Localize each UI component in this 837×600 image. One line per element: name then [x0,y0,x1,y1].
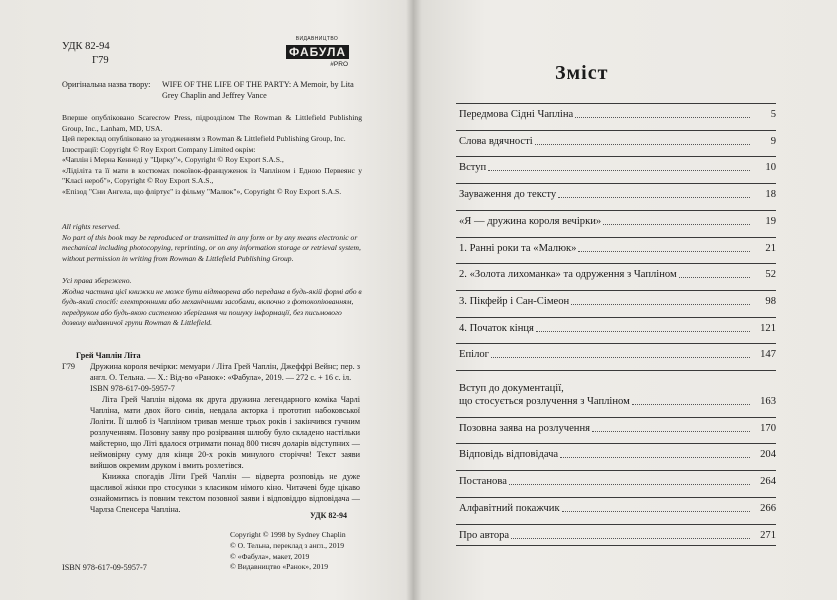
copyright-line: «Епізод "Сни Ангела, що фліртує" із фільму "Малюк"», Copyright © Roy Export S.A.S. [62,186,342,196]
toc-entry-page: 98 [765,295,776,307]
publisher-logo-name: ФАБУЛА [286,45,349,59]
toc-entry [456,497,776,518]
toc-entry [456,443,776,464]
dot-leader [511,537,750,539]
toc-entry-label: 2. «Золота лихоманка» та одруження з Чапліном [459,269,677,281]
toc-entry-page: 21 [765,242,776,254]
isbn-footer: ISBN 978-617-09-5957-7 [62,563,147,572]
rights-heading: All rights reserved. [62,222,121,231]
toc-entry-label: Позовна заява на розлучення [459,422,590,434]
publisher-logo [286,36,348,69]
copyright-notice: © «Фабула», макет, 2019 [230,551,310,561]
toc-entry-page: 18 [765,189,776,201]
rights-text: Жодна частина цієї книжки не може бути відтворена або передана в будь-якій формі або в будь-який спосіб: електронними або механічними засобами, включно з фотокопіюванням, передруком або будь-якою системою зберігання чи пошуку інформації, без письмового дозволу видавничої групи Rowman & Littlefield. [62,286,362,327]
toc-entry [456,237,776,258]
toc-entry [456,156,776,177]
annotation-paragraph: Книжка спогадів Літи Грей Чаплін — відверта розповідь не дуже щасливої жінки про стосунки з класиком німого кіно. Читачеві буде цікаво ознайомитись із повним текстом позовної заяви і відповіддю відповідача — Чарлза Спенсера Чапліна. [90,472,360,514]
toc-entry-page: 52 [765,269,776,281]
rights-notice-ukrainian [62,276,362,329]
toc-entry [456,130,776,151]
dot-leader [603,223,750,225]
original-title-value: WIFE OF THE LIFE OF THE PARTY: A Memoir, by Lita Grey Chaplin and Jeffrey Vance [162,80,354,100]
toc-entry-page: 5 [770,109,776,120]
catalog-index-entry: Г79 [62,362,75,371]
toc-entry-label: Вступ до документації, що стосується розлучення з Чапліном [459,383,630,407]
toc-entry-label: Зауваження до тексту [459,189,557,201]
toc-entry-label: 4. Початок кінця [459,322,534,334]
copyright-block [62,113,362,197]
toc-entry [456,417,776,438]
toc-entry [456,343,776,364]
toc-entry [456,370,776,411]
toc-entry-page: 10 [765,162,776,174]
toc-entry-label: Вступ [459,162,487,174]
dot-leader [558,196,750,198]
rights-text: No part of this book may be reproduced or transmitted in any form or by any means electronic or mechanical including photocopying, reprinting, or on any information storage or retrieval system, without permission in writing from Rowman & Littlefield Publishing Group. [62,232,361,263]
dot-leader [571,303,750,305]
copyright-line: «Ліділіта та її мати в костюмах покоївок-француженок із Чапліном і Едною Первеянс у "Класі нероб"», Copyright © Roy Export S.A.S., [62,165,362,185]
toc-entry-label: Про автора [459,529,510,541]
toc-entry-page: 163 [760,396,776,407]
dot-leader [560,456,750,458]
copyright-notice: Copyright © 1998 by Sydney Chaplin [230,530,346,539]
copyright-line: Цей переклад опубліковано за угодженням з Rowman & Littlefield Publishing Group, Inc. [62,134,346,143]
dot-leader [488,169,750,171]
toc-entry-page: 147 [760,349,776,361]
catalog-description: Дружина короля вечірки: мемуари / Літа Грей Чаплін, Джеффрі Вейнс; пер. з англ. О. Тельна. — Х.: Від-во «Ранок»: «Фабула», 2019. — 272 с. + 16 с. іл. [90,362,360,382]
udk-code: УДК 82-94 [62,41,110,52]
annotation-paragraph: Літа Грей Чаплін відома як друга дружина легендарного коміка Чарлі Чапліна, мати двох його синів, невдала акторка і прототип набоковської Лоліти. Її шлюб із Чапліном тривав менше трьох років і закінчився гучним розлученням. Позовну заяву про розірвання шлюбу було складено настільки майстерно, що Літі вдалося отримати понад 800 тисяч доларів відступних — неймовірну суму для кінця 20-х років минулого сторіччя! Текст заяви вийшов окремим друком і вмить розлетівся. [90,395,360,470]
dot-leader [679,276,750,278]
toc-entry-page: 204 [760,449,776,461]
copyright-notice: © О. Тельна, переклад з англ., 2019 [230,540,345,550]
toc-entry [456,317,776,338]
toc-entry-page: 264 [760,476,776,488]
toc-entry [456,290,776,311]
rights-notice-english [62,222,362,264]
toc-entry-label: 1. Ранні роки та «Малюк» [459,242,577,254]
toc-entry-label: Слова вдячності [459,135,533,147]
copyright-notices [230,530,380,573]
dot-leader [491,356,750,358]
dot-leader [535,143,750,145]
toc-entry [456,524,776,546]
copyright-line: Вперше опубліковано Scarecrow Press, підрозділом The Rowman & Littlefield Publishing Group, Inc., Lanham, MD, USA. [62,113,362,133]
toc-entry-page: 170 [760,422,776,434]
rights-heading: Усі права збережено. [62,276,132,285]
dot-leader [592,430,750,432]
dot-leader [509,483,750,485]
copyright-line: Ілюстрації: Copyright © Roy Export Company Limited окрім: [62,144,256,154]
dot-leader [578,250,750,252]
toc-entry-label: 3. Пікфейр і Сан-Сімеон [459,295,570,307]
toc-entry-page: 266 [760,502,776,514]
toc-entry [456,210,776,231]
toc-title: Зміст [555,62,609,84]
udk-footer: УДК 82-94 [310,511,348,520]
left-page [0,0,410,600]
publisher-logo-suffix: #PRO [330,61,348,68]
toc-entry-label: Епілог [459,349,490,361]
toc-entry [456,470,776,491]
toc-entry [456,103,776,124]
catalog-author: Грей Чаплін Літа [76,351,141,360]
toc-entry-page: 271 [760,529,776,541]
dot-leader [536,330,750,332]
toc-entry-label: Постанова [459,476,507,488]
copyright-notice: © Видавництво «Ранок», 2019 [230,562,329,572]
toc-entry-page: 121 [760,322,776,334]
toc-entry-label: Алфавітний покажчик [459,502,560,514]
original-title [62,79,362,101]
dot-leader [575,116,750,118]
publisher-logo-small-text: ВИДАВНИЦТВО [295,36,339,42]
catalog-index: Г79 [92,55,109,66]
catalog-record [90,361,360,515]
toc-entry-label: Передмова Сідні Чапліна [459,109,574,120]
udk-header [62,40,110,68]
copyright-line: «Чаплін і Мерна Кеннеді у "Цирку"», Copyright © Roy Export S.A.S., [62,155,284,164]
toc-entry-page: 19 [765,215,776,227]
toc-entry-label: Відповідь відповідача [459,449,559,461]
toc-entry [456,183,776,204]
dot-leader [632,403,750,405]
toc-entry-label: «Я — дружина короля вечірки» [459,215,602,227]
original-title-label: Оригінальна назва твору: [62,80,151,89]
toc-entry-page: 9 [770,135,776,147]
toc-entry [456,263,776,284]
dot-leader [562,510,750,512]
catalog-isbn: ISBN 978-617-09-5957-7 [90,384,175,393]
